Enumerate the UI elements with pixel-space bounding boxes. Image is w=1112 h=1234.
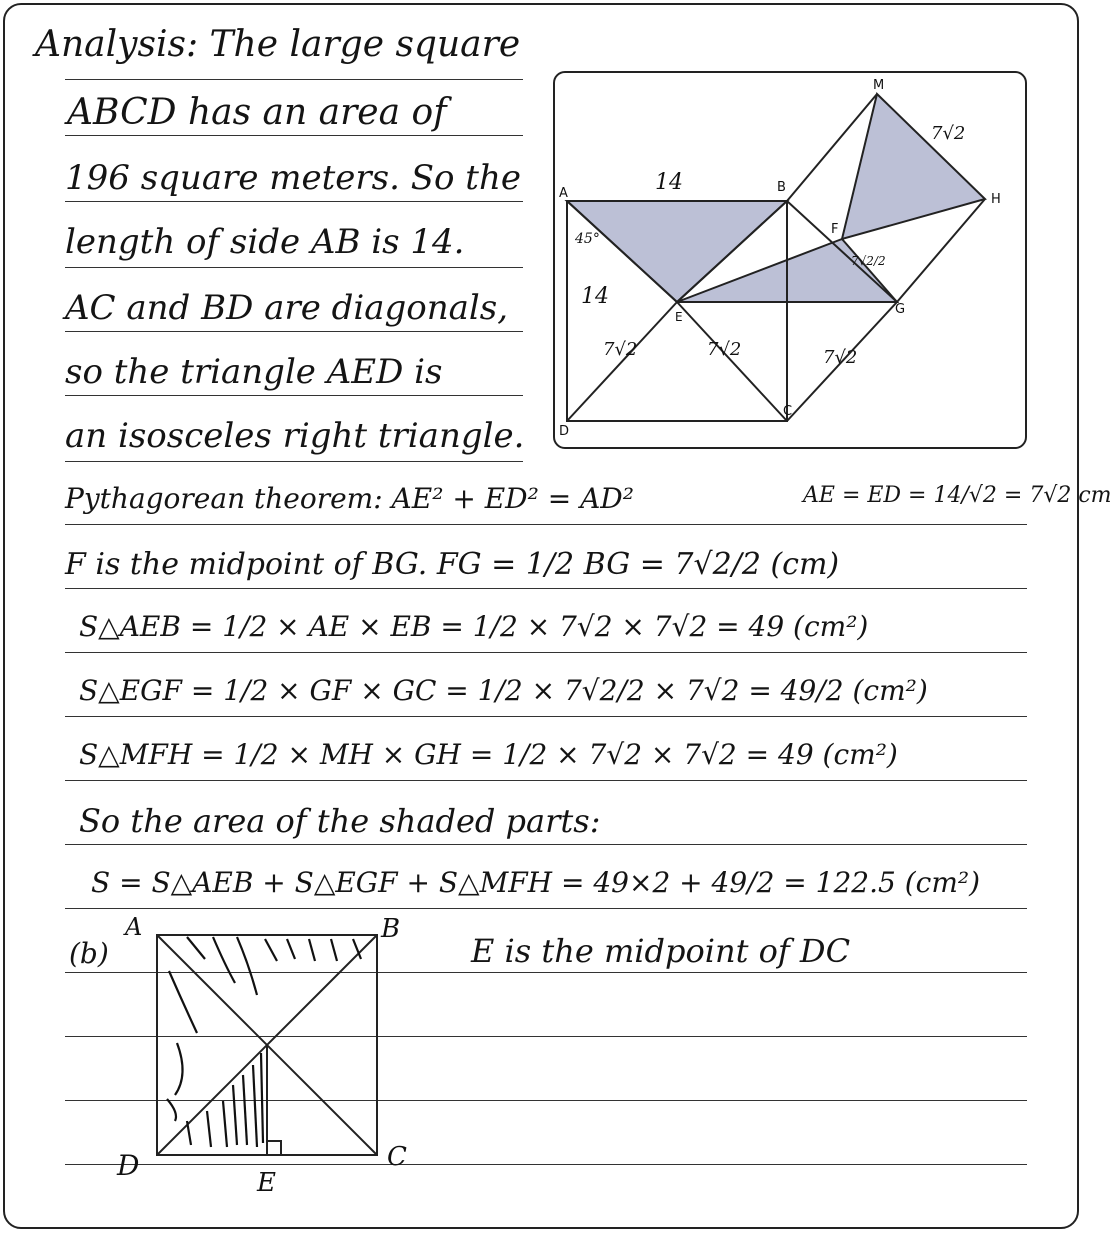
- area-egf-line: S△EGF = 1/2 × GF × GC = 1/2 × 7√2/2 × 7√2 = 49/2 (cm²): [79, 674, 928, 707]
- analysis-line-6: so the triangle AED is: [65, 352, 443, 392]
- right-angle-mark: [267, 1141, 281, 1155]
- b-point-label-d: D: [117, 1149, 140, 1182]
- label-ae-length: 7√2: [603, 339, 638, 360]
- point-label-a: A: [559, 186, 568, 201]
- label-gc-length: 7√2: [823, 347, 858, 368]
- rule-line: [65, 588, 1027, 589]
- f-midpoint-line: F is the midpoint of BG. FG = 1/2 BG = 7√2/2 (cm): [65, 547, 840, 582]
- point-label-g: G: [895, 302, 906, 317]
- ae-ed-line: AE = ED = 14/√2 = 7√2 cm: [803, 483, 1112, 508]
- geometry-figure: [553, 71, 1027, 449]
- area-aeb-line: S△AEB = 1/2 × AE × EB = 1/2 × 7√2 × 7√2 = 49 (cm²): [79, 610, 869, 643]
- area-mfh-line: S△MFH = 1/2 × MH × GH = 1/2 × 7√2 × 7√2 = 49 (cm²): [79, 738, 898, 771]
- point-label-h: H: [991, 192, 1001, 207]
- worksheet: [3, 3, 1112, 1229]
- analysis-line-2: ABCD has an area of: [67, 92, 447, 133]
- point-label-b: B: [777, 180, 786, 195]
- point-label-c: C: [783, 404, 793, 419]
- rule-line: [65, 524, 1027, 525]
- analysis-line-4: length of side AB is 14.: [65, 222, 465, 262]
- analysis-line-1: Analysis: The large square: [35, 24, 521, 65]
- rule-line: [65, 395, 523, 396]
- shaded-area-heading: So the area of the shaded parts:: [79, 802, 601, 840]
- rule-line: [65, 331, 523, 332]
- label-fg-length: 7√2/2: [851, 254, 886, 268]
- label-ab-length: 14: [655, 170, 683, 195]
- b-point-label-e: E: [257, 1168, 276, 1198]
- segment-de: [567, 302, 677, 421]
- analysis-line-3: 196 square meters. So the: [65, 158, 521, 198]
- part-b-figure: [117, 913, 417, 1198]
- point-label-f: F: [831, 222, 839, 237]
- pythagorean-line: Pythagorean theorem: AE² + ED² = AD²: [65, 482, 634, 515]
- rule-line: [65, 780, 1027, 781]
- b-point-label-b: B: [381, 914, 401, 944]
- rule-line: [65, 135, 523, 136]
- figure-svg: [555, 73, 1025, 447]
- point-label-d: D: [559, 424, 570, 439]
- label-ad-length: 14: [581, 284, 609, 309]
- point-label-e: E: [675, 310, 683, 324]
- label-mh-length: 7√2: [931, 123, 966, 144]
- total-area-line: S = S△AEB + S△EGF + S△MFH = 49×2 + 49/2 = 122.5 (cm²): [91, 866, 981, 899]
- part-b-statement: E is the midpoint of DC: [471, 932, 851, 970]
- analysis-line-7: an isosceles right triangle.: [65, 416, 525, 456]
- rule-line: [65, 716, 1027, 717]
- rule-line: [65, 908, 1027, 909]
- segment-ec: [677, 302, 787, 421]
- label-angle: 45°: [575, 231, 600, 247]
- rule-line: [65, 201, 523, 202]
- b-point-label-c: C: [387, 1142, 407, 1172]
- part-b-svg: [117, 913, 417, 1198]
- b-point-label-a: A: [125, 913, 143, 941]
- rule-line: [65, 267, 523, 268]
- part-b-label: (b): [69, 937, 109, 970]
- shaded-triangle-mfh: [842, 94, 985, 239]
- rule-line: [65, 652, 1027, 653]
- point-label-m: M: [873, 78, 885, 93]
- rule-line: [65, 844, 1027, 845]
- rule-line: [65, 79, 523, 80]
- analysis-line-5: AC and BD are diagonals,: [65, 288, 509, 328]
- label-eb-length: 7√2: [707, 339, 742, 360]
- rule-line: [65, 461, 523, 462]
